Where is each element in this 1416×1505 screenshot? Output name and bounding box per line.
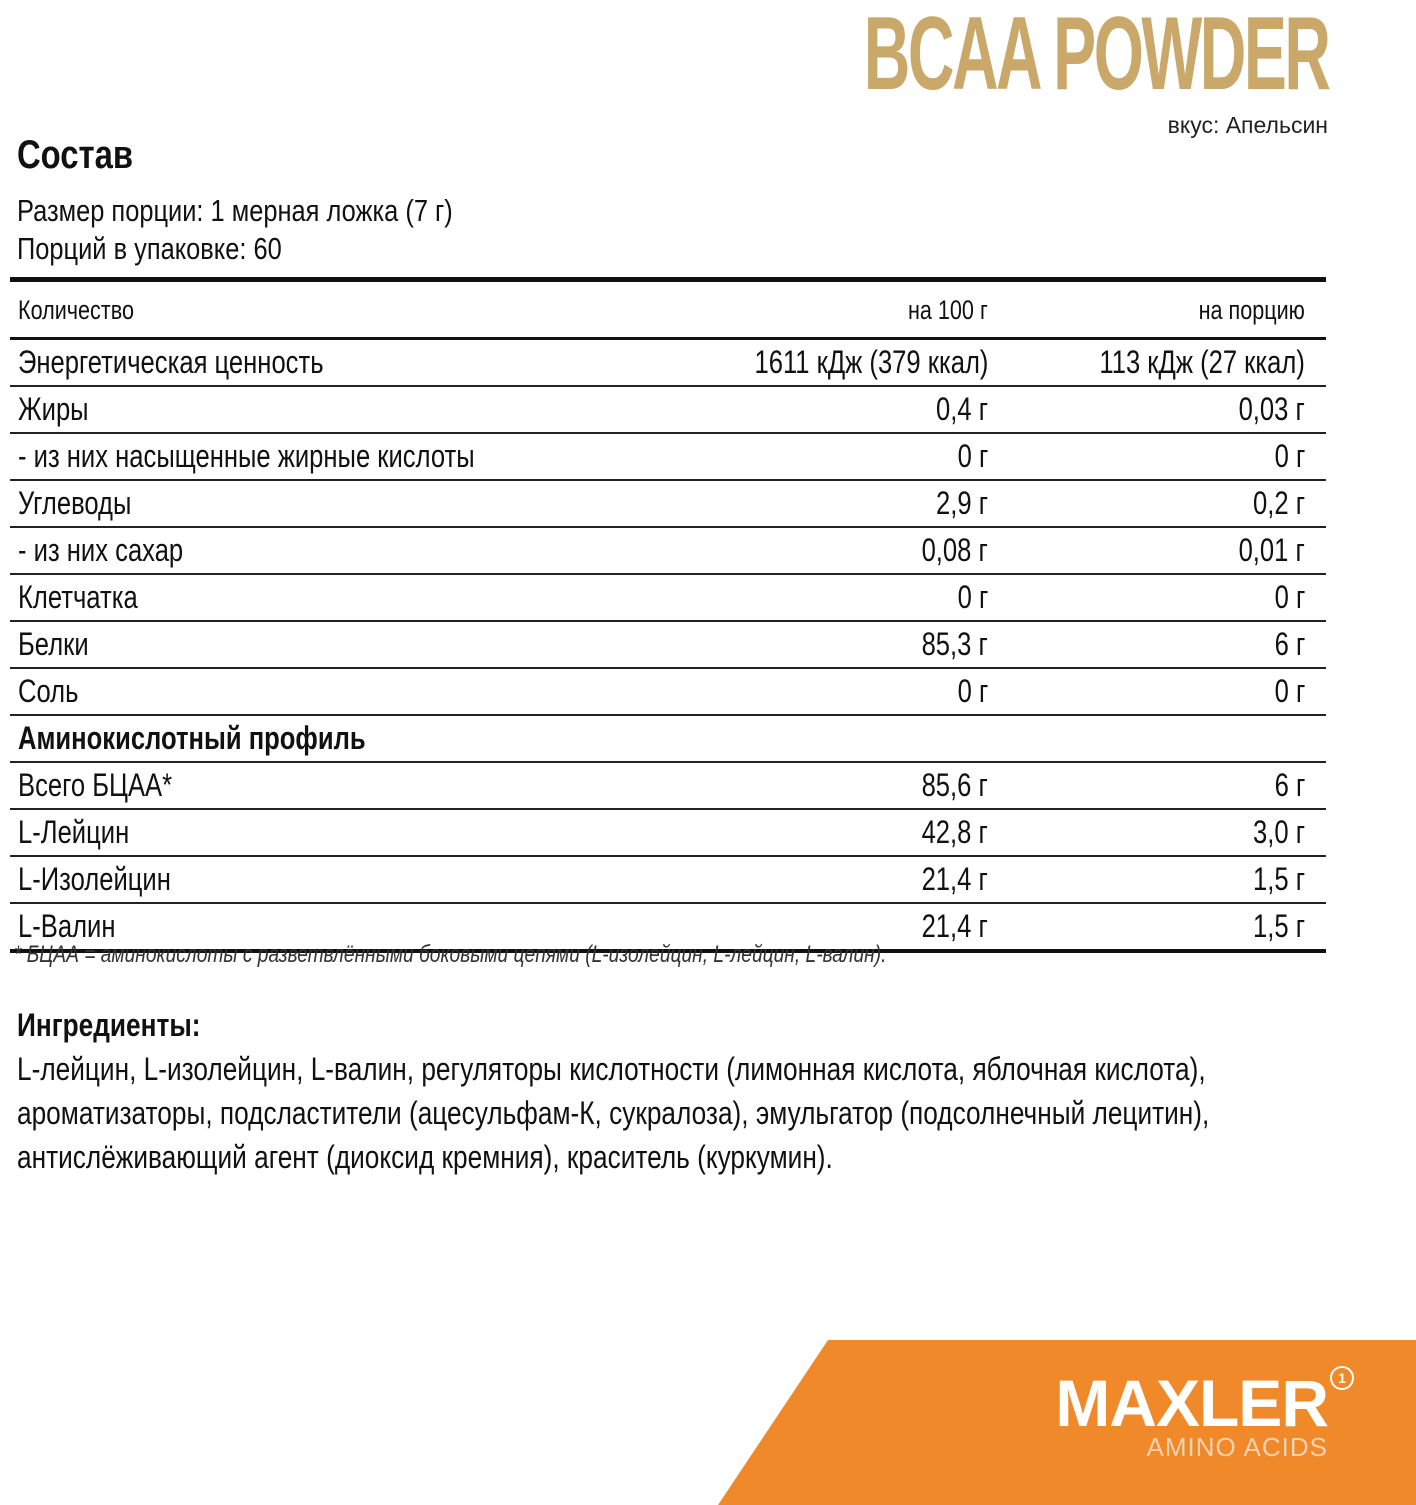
row-name: Белки <box>18 626 89 662</box>
table-header-row <box>10 282 1326 340</box>
row-per-100g: 42,8 г <box>921 814 988 850</box>
row-name: - из них насыщенные жирные кислоты <box>18 438 475 474</box>
row-per-100g: 85,3 г <box>921 626 988 662</box>
header-per-serving: на порцию <box>1198 295 1305 325</box>
maxler-logo: MAXLER <box>1055 1366 1328 1440</box>
table-row <box>10 810 1326 857</box>
row-per-serving: 0 г <box>1274 579 1305 615</box>
bcaa-footnote: * БЦАА = аминокислоты с разветвлёнными боковыми цепями (L-изолейцин, L-лейцин, L-валин). <box>14 941 887 968</box>
row-per-100g: 1611 кДж (379 ккал) <box>754 344 988 380</box>
row-name: Жиры <box>18 391 89 427</box>
row-per-100g: 0 г <box>957 579 988 615</box>
logo-subtitle: AMINO ACIDS <box>1146 1432 1328 1462</box>
table-row <box>10 481 1326 528</box>
header-per-100g: на 100 г <box>908 295 988 325</box>
servings-per-pack: Порций в упаковке: 60 <box>17 231 282 266</box>
table-row <box>10 857 1326 904</box>
row-per-100g: 21,4 г <box>921 908 988 944</box>
ingredients-line: ароматизаторы, подсластители (ацесульфам-К, сукралоза), эмульгатор (подсолнечный лецитин), <box>17 1095 1210 1131</box>
registered-mark-icon: 1 <box>1330 1366 1354 1390</box>
ingredients-line: антислёживающий агент (диоксид кремния), краситель (куркумин). <box>17 1139 833 1175</box>
row-per-serving: 0,2 г <box>1252 485 1305 521</box>
row-per-100g: 0,08 г <box>921 532 988 568</box>
row-per-serving: 3,0 г <box>1252 814 1305 850</box>
serving-size: Размер порции: 1 мерная ложка (7 г) <box>17 193 453 228</box>
row-name: L-Лейцин <box>18 814 130 850</box>
row-name: Клетчатка <box>18 579 138 615</box>
serving-info <box>17 192 453 268</box>
row-per-serving: 0 г <box>1274 673 1305 709</box>
row-per-serving: 6 г <box>1274 767 1305 803</box>
table-row <box>10 387 1326 434</box>
row-name: Энергетическая ценность <box>18 344 324 380</box>
row-name: Всего БЦАА* <box>18 767 173 803</box>
row-per-serving: 113 кДж (27 ккал) <box>1099 344 1305 380</box>
composition-title: Состав <box>17 133 134 177</box>
row-per-serving: 1,5 г <box>1252 861 1305 897</box>
row-name: - из них сахар <box>18 532 184 568</box>
flavor-label: вкус: Апельсин <box>1167 112 1328 138</box>
amino-section-row <box>10 716 1326 763</box>
table-row <box>10 763 1326 810</box>
table-row <box>10 622 1326 669</box>
row-per-100g: 0,4 г <box>935 391 988 427</box>
header-quantity: Количество <box>18 295 134 325</box>
table-row <box>10 340 1326 387</box>
amino-section-title: Аминокислотный профиль <box>18 720 366 756</box>
table-row <box>10 434 1326 481</box>
ingredients-line: L-лейцин, L-изолейцин, L-валин, регуляторы кислотности (лимонная кислота, яблочная кислота), <box>17 1051 1206 1087</box>
row-per-100g: 0 г <box>957 438 988 474</box>
row-per-serving: 6 г <box>1274 626 1305 662</box>
row-name: Углеводы <box>18 485 132 521</box>
row-per-serving: 0,01 г <box>1238 532 1305 568</box>
table-row <box>10 669 1326 716</box>
row-per-serving: 0 г <box>1274 438 1305 474</box>
ingredients-title: Ингредиенты: <box>17 1007 201 1043</box>
row-name: L-Изолейцин <box>18 861 171 897</box>
product-title: BCAA POWDER <box>863 0 1328 112</box>
table-row <box>10 528 1326 575</box>
row-per-100g: 85,6 г <box>921 767 988 803</box>
table-row <box>10 575 1326 622</box>
row-per-serving: 0,03 г <box>1238 391 1305 427</box>
row-per-100g: 2,9 г <box>935 485 988 521</box>
row-name: Соль <box>18 673 79 709</box>
row-per-100g: 0 г <box>957 673 988 709</box>
row-per-100g: 21,4 г <box>921 861 988 897</box>
row-name: L-Валин <box>18 908 116 944</box>
nutrition-table <box>10 277 1326 953</box>
row-per-serving: 1,5 г <box>1252 908 1305 944</box>
